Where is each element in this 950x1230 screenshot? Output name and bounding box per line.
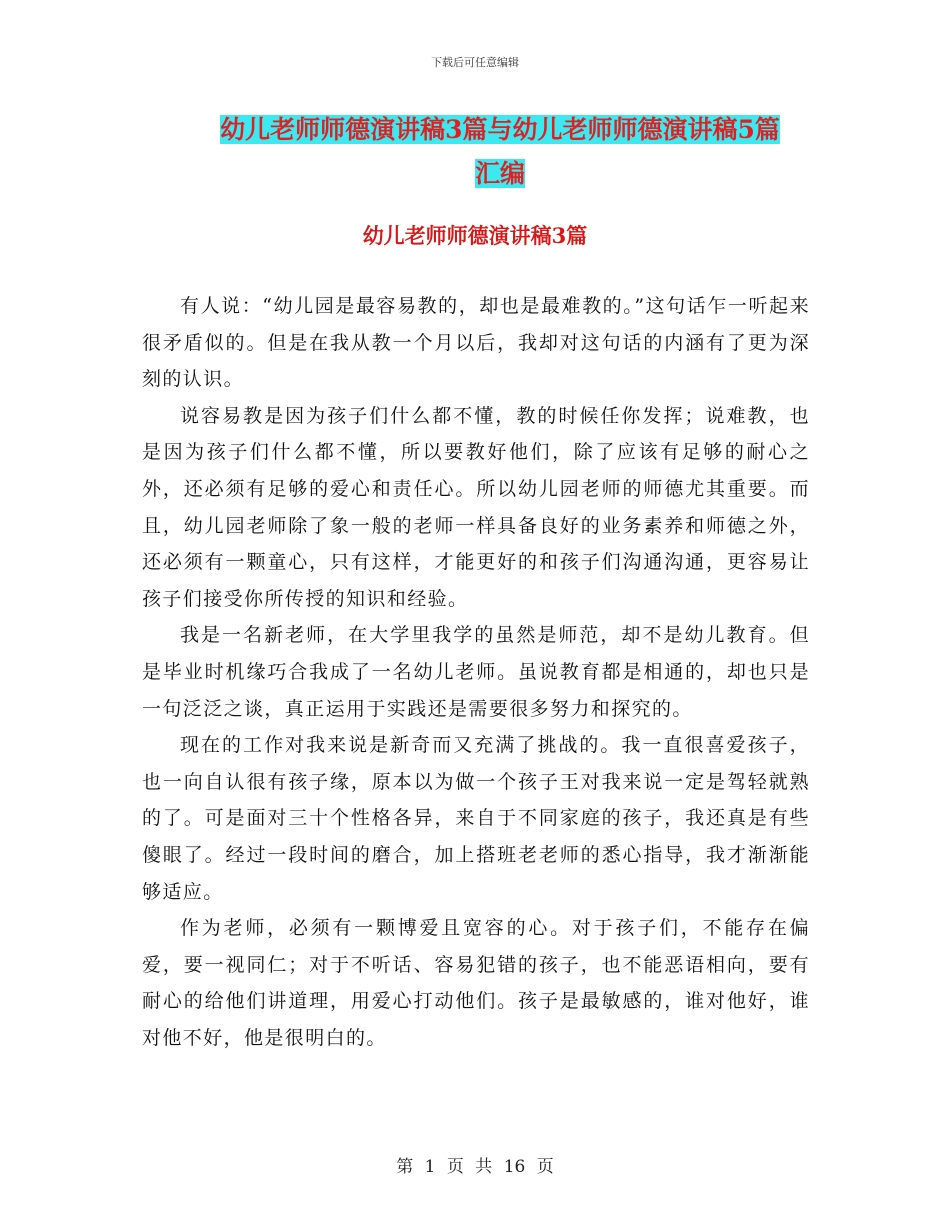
page-footer: 第 1 页 共 16 页 (396, 1157, 554, 1177)
title-line-2: 汇编 (474, 159, 525, 188)
paragraph: 我是一名新老师，在大学里我学的虽然是师范，却不是幼儿教育。但是毕业时机缘巧合我成了一名幼儿老师。虽说教育都是相通的，却也只是一句泛泛之谈，真正运用于实践还是需要很多努力和探究的。 (142, 624, 810, 720)
section-title: 幼儿老师师德演讲稿3篇 (362, 223, 588, 248)
title-line-1: 幼儿老师师德演讲稿3篇与幼儿老师师德演讲稿5篇 (220, 115, 780, 144)
header-note: 下载后可任意编辑 (431, 56, 519, 69)
body-text (142, 288, 810, 1056)
document-title (150, 108, 850, 196)
paragraph: 有人说：“幼儿园是最容易教的，却也是最难教的。”这句话乍一听起来很矛盾似的。但是在我从教一个月以后，我却对这句话的内涵有了更为深刻的认识。 (142, 295, 810, 391)
paragraph: 现在的工作对我来说是新奇而又充满了挑战的。我一直很喜爱孩子，也一向自认很有孩子缘，原本以为做一个孩子王对我来说一定是驾轻就熟的了。可是面对三十个性格各异，来自于不同家庭的孩子，我还真是有些傻眼了。经过一段时间的磨合，加上搭班老老师的悉心指导，我才渐渐能够适应。 (142, 734, 810, 903)
paragraph: 作为老师，必须有一颗博爱且宽容的心。对于孩子们，不能存在偏爱，要一视同仁；对于不听话、容易犯错的孩子，也不能恶语相向，要有耐心的给他们讲道理，用爱心打动他们。孩子是最敏感的，谁对他好，谁对他不好，他是很明白的。 (142, 917, 810, 1049)
paragraph: 说容易教是因为孩子们什么都不懂，教的时候任你发挥；说难教，也是因为孩子们什么都不懂，所以要教好他们，除了应该有足够的耐心之外，还必须有足够的爱心和责任心。所以幼儿园老师的师德尤其重要。而且，幼儿园老师除了象一般的老师一样具备良好的业务素养和师德之外，还必须有一颗童心，只有这样，才能更好的和孩子们沟通沟通，更容易让孩子们接受你所传授的知识和经验。 (142, 404, 810, 610)
